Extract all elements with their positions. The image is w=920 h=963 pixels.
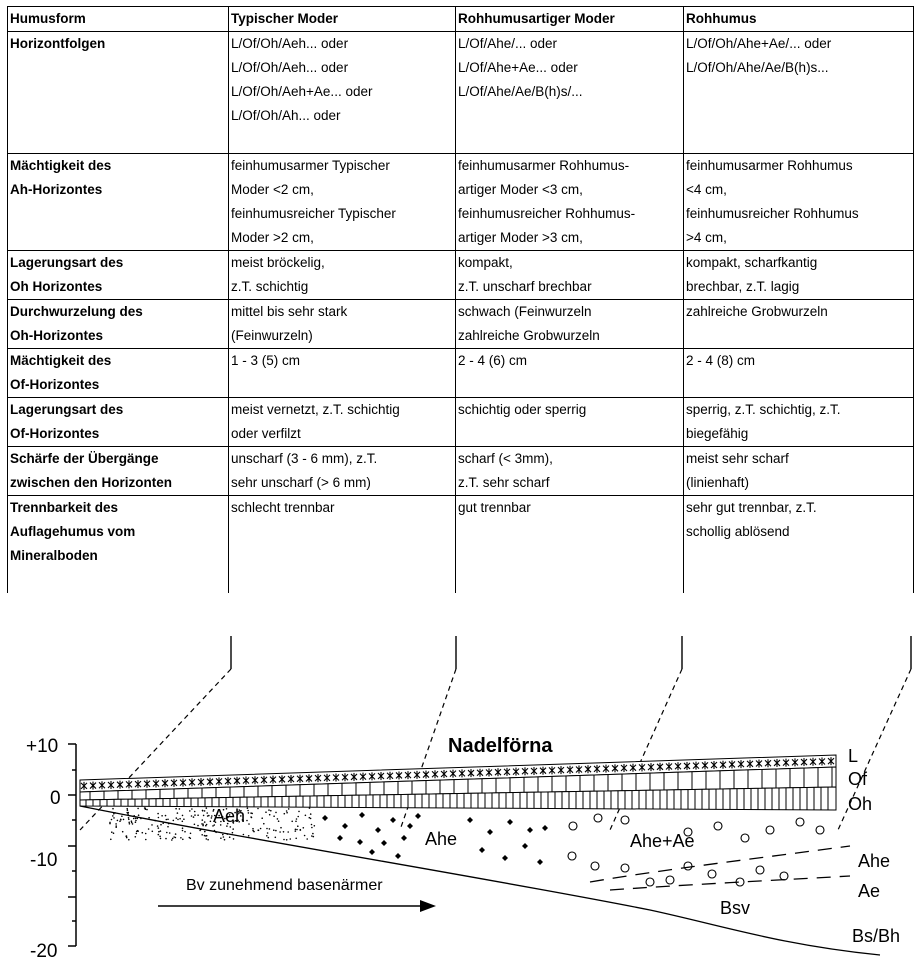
horizon-label-of: Of bbox=[848, 769, 868, 789]
header-cell: Humusform bbox=[8, 7, 229, 32]
cell-line: feinhumusarmer Rohhumus- bbox=[458, 158, 630, 173]
cell-line: oder verfilzt bbox=[231, 426, 301, 441]
cell-line: gut trennbar bbox=[458, 500, 531, 515]
zone-label-ahe-ae: Ahe+Ae bbox=[630, 831, 695, 851]
row-header-line: Schärfe der Übergänge bbox=[10, 451, 159, 466]
cell-line: <4 cm, bbox=[686, 182, 727, 197]
cell-line: mittel bis sehr stark bbox=[231, 304, 348, 319]
cell-line: feinhumusarmer Rohhumus bbox=[686, 158, 853, 173]
row-header-line: Horizontfolgen bbox=[10, 36, 106, 51]
y-axis bbox=[68, 744, 76, 946]
cell-line: L/Of/Oh/Aeh... oder bbox=[231, 36, 349, 51]
row-header-line: Mineralboden bbox=[10, 548, 98, 563]
header-cell: Typischer Moder bbox=[229, 7, 456, 32]
row-header-line: Oh Horizontes bbox=[10, 279, 103, 294]
row-header-line: Durchwurzelung des bbox=[10, 304, 143, 319]
horizon-label-oh: Oh bbox=[848, 794, 873, 814]
cell-line: schlecht trennbar bbox=[231, 500, 335, 515]
cell-line: feinhumusreicher Rohhumus bbox=[686, 206, 859, 221]
cell-line: L/Of/Ahe/Ae/B(h)s/... bbox=[458, 84, 583, 99]
cell-line: schwach (Feinwurzeln bbox=[458, 304, 592, 319]
cell-line: L/Of/Oh/Ah... oder bbox=[231, 108, 341, 123]
zone-label-aeh: Aeh bbox=[213, 806, 246, 826]
cell-line: schollig ablösend bbox=[686, 524, 790, 539]
cell-line: kompakt, bbox=[458, 255, 513, 270]
cell-line: meist vernetzt, z.T. schichtig bbox=[231, 402, 400, 417]
row-header-line: Mächtigkeit des bbox=[10, 353, 112, 368]
cell-line: sehr unscharf (> 6 mm) bbox=[231, 475, 371, 490]
cell-line: biegefähig bbox=[686, 426, 749, 441]
cell-line: z.T. sehr scharf bbox=[458, 475, 550, 490]
cell-line: Moder <2 cm, bbox=[231, 182, 314, 197]
cell-line: 2 - 4 (6) cm bbox=[458, 353, 528, 368]
cell-line: z.T. unscharf brechbar bbox=[458, 279, 592, 294]
cell-line: L/Of/Ahe/... oder bbox=[458, 36, 558, 51]
y-tick-label: -10 bbox=[30, 850, 58, 871]
cell-line: z.T. schichtig bbox=[231, 279, 309, 294]
cell-line: unscharf (3 - 6 mm), z.T. bbox=[231, 451, 378, 466]
cell-line: kompakt, scharfkantig bbox=[686, 255, 818, 270]
cell-line: zahlreiche Grobwurzeln bbox=[458, 328, 600, 343]
cell-line: feinhumusreicher Rohhumus- bbox=[458, 206, 636, 221]
horizon-label-ae: Ae bbox=[858, 881, 881, 901]
ae-circles bbox=[568, 814, 824, 886]
cell-line: (linienhaft) bbox=[686, 475, 750, 490]
cell-line: L/Of/Oh/Aeh+Ae... oder bbox=[231, 84, 373, 99]
row-header-line: Trennbarkeit des bbox=[10, 500, 119, 515]
cell-line: Moder >2 cm, bbox=[231, 230, 314, 245]
cell-line: sperrig, z.T. schichtig, z.T. bbox=[686, 402, 841, 417]
profile-title: Nadelförna bbox=[448, 735, 553, 757]
header-cell: Rohhumusartiger Moder bbox=[456, 7, 684, 32]
header-cell: Rohhumus bbox=[684, 7, 914, 32]
row-header-line: Lagerungsart des bbox=[10, 255, 124, 270]
cell-line: (Feinwurzeln) bbox=[231, 328, 313, 343]
cell-line: L/Of/Ahe+Ae... oder bbox=[458, 60, 578, 75]
row-header-line: Ah-Horizontes bbox=[10, 182, 103, 197]
horizon-label-l: L bbox=[848, 746, 859, 766]
row-header-line: Mächtigkeit des bbox=[10, 158, 112, 173]
cell-line: zahlreiche Grobwurzeln bbox=[686, 304, 828, 319]
row-header-line: Lagerungsart des bbox=[10, 402, 124, 417]
cell-line: scharf (< 3mm), bbox=[458, 451, 553, 466]
cell-line: 2 - 4 (8) cm bbox=[686, 353, 756, 368]
cell-line: 1 - 3 (5) cm bbox=[231, 353, 301, 368]
arrow-icon bbox=[158, 900, 436, 912]
y-tick-label: 0 bbox=[50, 788, 61, 809]
row-header-line: Of-Horizontes bbox=[10, 426, 100, 441]
y-tick-label: +10 bbox=[26, 736, 59, 757]
cell-line: artiger Moder >3 cm, bbox=[458, 230, 583, 245]
y-tick-label: -20 bbox=[30, 941, 58, 962]
horizon-label-ahe: Ahe bbox=[858, 851, 891, 871]
cell-line: meist bröckelig, bbox=[231, 255, 325, 270]
arrow-label: Bv zunehmend basenärmer bbox=[186, 877, 383, 894]
row-header-line: Oh-Horizontes bbox=[10, 328, 103, 343]
row-header-line: Of-Horizontes bbox=[10, 377, 100, 392]
row-header-line: Auflagehumus vom bbox=[10, 524, 136, 539]
cell-line: L/Of/Oh/Ahe+Ae/... oder bbox=[686, 36, 832, 51]
cell-line: meist sehr scharf bbox=[686, 451, 789, 466]
cell-line: sehr gut trennbar, z.T. bbox=[686, 500, 817, 515]
cell-line: L/Of/Oh/Aeh... oder bbox=[231, 60, 349, 75]
cell-line: brechbar, z.T. lagig bbox=[686, 279, 800, 294]
cell-line: L/Of/Oh/Ahe/Ae/B(h)s... bbox=[686, 60, 829, 75]
zone-label-bsv: Bsv bbox=[720, 898, 751, 918]
cell-line: artiger Moder <3 cm, bbox=[458, 182, 583, 197]
cell-line: schichtig oder sperrig bbox=[458, 402, 587, 417]
zone-label-ahe: Ahe bbox=[425, 829, 458, 849]
cell-line: >4 cm, bbox=[686, 230, 727, 245]
cell-line: feinhumusarmer Typischer bbox=[231, 158, 390, 173]
horizon-label-bs-bh: Bs/Bh bbox=[852, 926, 901, 946]
row-header-line: zwischen den Horizonten bbox=[10, 475, 173, 490]
cell-line: feinhumusreicher Typischer bbox=[231, 206, 396, 221]
